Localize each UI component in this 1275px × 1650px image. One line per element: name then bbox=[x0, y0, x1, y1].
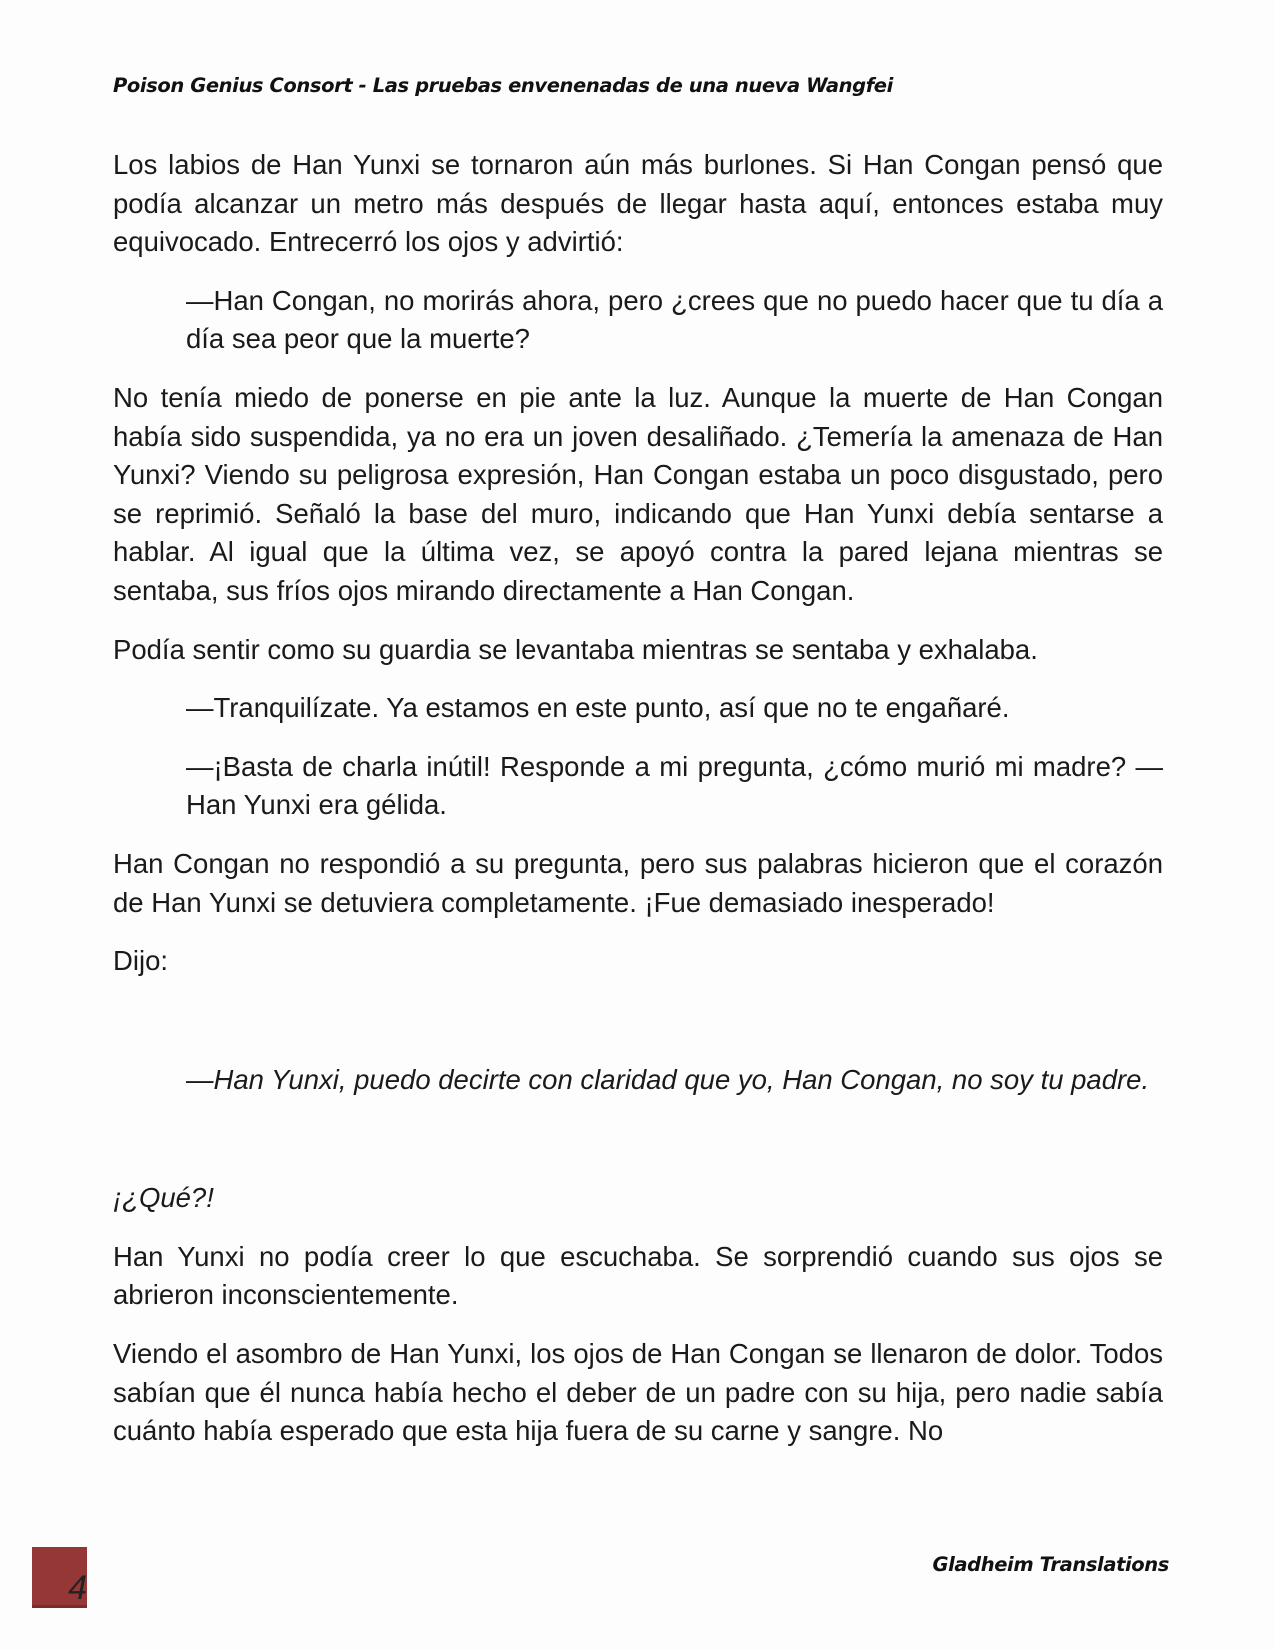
dialogue-paragraph: —Han Congan, no morirás ahora, pero ¿crees que no puedo hacer que tu día a día sea peor que la muerte? bbox=[186, 284, 1163, 355]
page-number-box bbox=[32, 1547, 87, 1608]
italic-dialogue-paragraph: —Han Yunxi, puedo decirte con claridad que yo, Han Congan, no soy tu padre. bbox=[186, 1063, 1150, 1095]
dialogue-paragraph: —Tranquilízate. Ya estamos en este punto, así que no te engañaré. bbox=[186, 692, 1010, 724]
exclamation-paragraph: ¡¿Qué?! bbox=[113, 1182, 214, 1214]
paragraph: Podía sentir como su guardia se levantaba mientras se sentaba y exhalaba. bbox=[113, 633, 1038, 665]
page-header: Poison Genius Consort - Las pruebas envenenadas de una nueva Wangfei bbox=[113, 74, 893, 97]
page-number: 4 bbox=[68, 1569, 87, 1607]
paragraph: Han Congan no respondió a su pregunta, pero sus palabras hicieron que el corazón de Han Yunxi se detuviera completamente. ¡Fue demasiado inesperado! bbox=[113, 847, 1163, 918]
paragraph: Viendo el asombro de Han Yunxi, los ojos de Han Congan se llenaron de dolor. Todos sabían que él nunca había hecho el deber de un padre con su hija, pero nadie sabía cuánto había esperado que esta hija fuera de su carne y sangre. No bbox=[113, 1338, 1163, 1447]
footer-credit: Gladheim Translations bbox=[932, 1553, 1169, 1576]
paragraph: Los labios de Han Yunxi se tornaron aún más burlones. Si Han Congan pensó que podía alcanzar un metro más después de llegar hasta aquí, entonces estaba muy equivocado. Entrecerró los ojos y advirtió: bbox=[113, 149, 1163, 258]
paragraph: No tenía miedo de ponerse en pie ante la luz. Aunque la muerte de Han Congan había sido suspendida, ya no era un joven desaliñado. ¿Temería la amenaza de Han Yunxi? Viendo su peligrosa expresión, Han Congan estaba un poco disgustado, pero se reprimió. Señaló la base del muro, indicando que Han Yunxi debía sentarse a hablar. Al igual que la última vez, se apoyó contra la pared lejana mientras se sentaba, sus fríos ojos mirando directamente a Han Congan. bbox=[113, 381, 1163, 606]
dialogue-paragraph: —¡Basta de charla inútil! Responde a mi pregunta, ¿cómo murió mi madre? —Han Yunxi era gélida. bbox=[186, 750, 1163, 821]
document-body bbox=[113, 146, 1163, 1451]
paragraph: Dijo: bbox=[113, 945, 169, 977]
paragraph: Han Yunxi no podía creer lo que escuchaba. Se sorprendió cuando sus ojos se abrieron inconscientemente. bbox=[113, 1240, 1163, 1311]
